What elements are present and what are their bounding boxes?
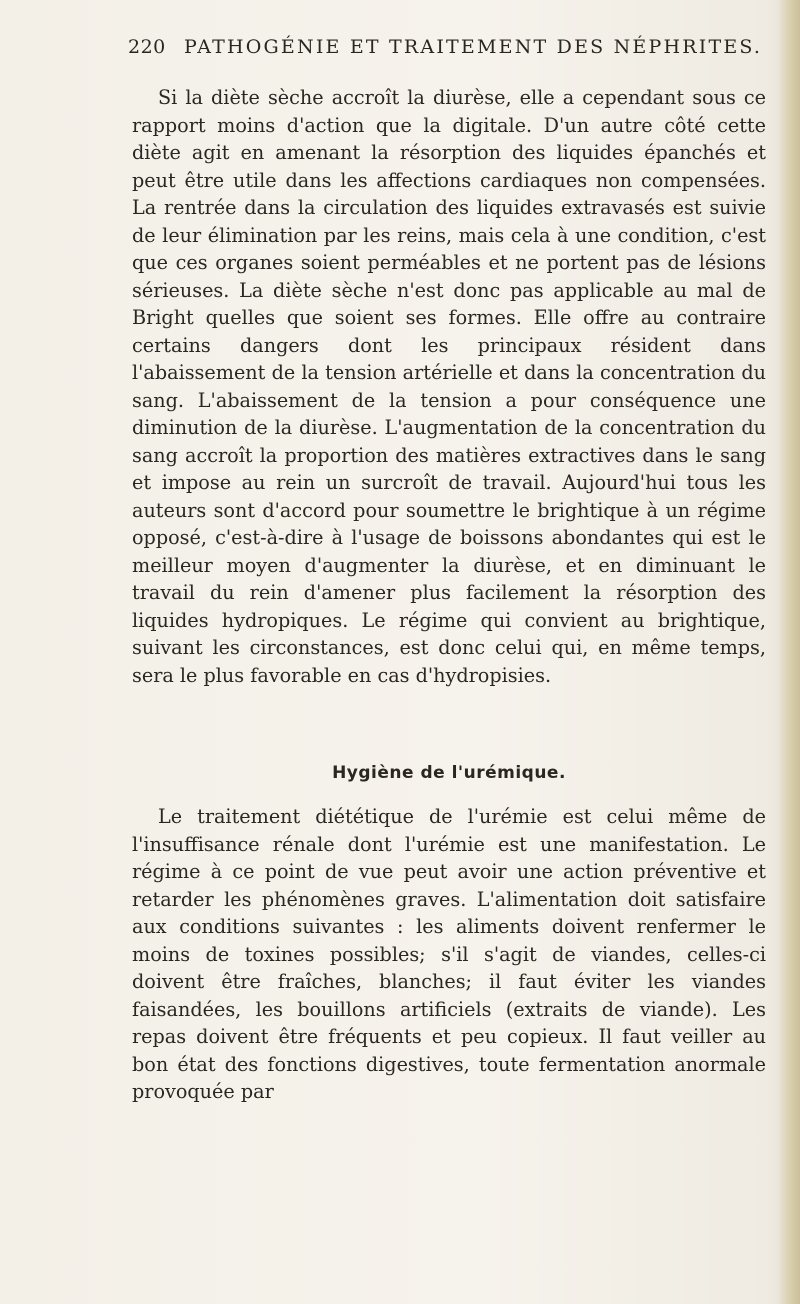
paragraph: Le traitement diététique de l'urémie est celui même de l'insuffisance rénale dont l'urémie est une manifestation. Le régime à ce point de vue peut avoir une action préventive et retarder les phénomènes graves. L'alimentation doit satisfaire aux conditions suivantes : les aliments doivent renfermer le moins de toxines possibles; s'il s'agit de viandes, celles-ci doivent être fraîches, blanches; il faut éviter les viandes faisandées, les bouillons artificiels (extraits de viande). Les repas doivent être fréquents et peu copieux. Il faut veiller au bon état des fonctions digestives, toute fermentation anormale provoquée par	[132, 805, 766, 1103]
main-text-block	[132, 84, 766, 689]
running-title: PATHOGÉNIE ET TRAITEMENT DES NÉPHRITES.	[184, 36, 763, 58]
section-text-block	[132, 803, 766, 1106]
running-header	[128, 36, 768, 58]
section-heading: Hygiène de l'urémique.	[332, 763, 566, 783]
page-edge-shadow	[778, 0, 800, 1304]
paragraph: Si la diète sèche accroît la diurèse, elle a cependant sous ce rapport moins d'action que la digitale. D'un autre côté cette diète agit en amenant la résorption des liquides épanchés et peut être utile dans les affections cardiaques non compensées. La rentrée dans la circulation des liquides extravasés est suivie de leur élimination par les reins, mais cela à une condition, c'est que ces organes soient perméables et ne portent pas de lésions sérieuses. La diète sèche n'est donc pas applicable au mal de Bright quelles que soient ses formes. Elle offre au contraire certains dangers dont les principaux résident dans l'abaissement de la tension artérielle et dans la concentration du sang. L'abaissement de la tension a pour conséquence une diminution de la diurèse. L'augmentation de la concentration du sang accroît la proportion des matières extractives dans le sang et impose au rein un surcroît de travail. Aujourd'hui tous les auteurs sont d'accord pour soumettre le brightique à un régime opposé, c'est-à-dire à l'usage de boissons abondantes qui est le meilleur moyen d'augmenter la diurèse, et en diminuant le travail du rein d'amener plus facilement la résorption des liquides hydropiques. Le régime qui convient au brightique, suivant les circonstances, est donc celui qui, en même temps, sera le plus favorable en cas d'hydropisies.	[132, 86, 766, 687]
page-number: 220	[128, 36, 166, 58]
